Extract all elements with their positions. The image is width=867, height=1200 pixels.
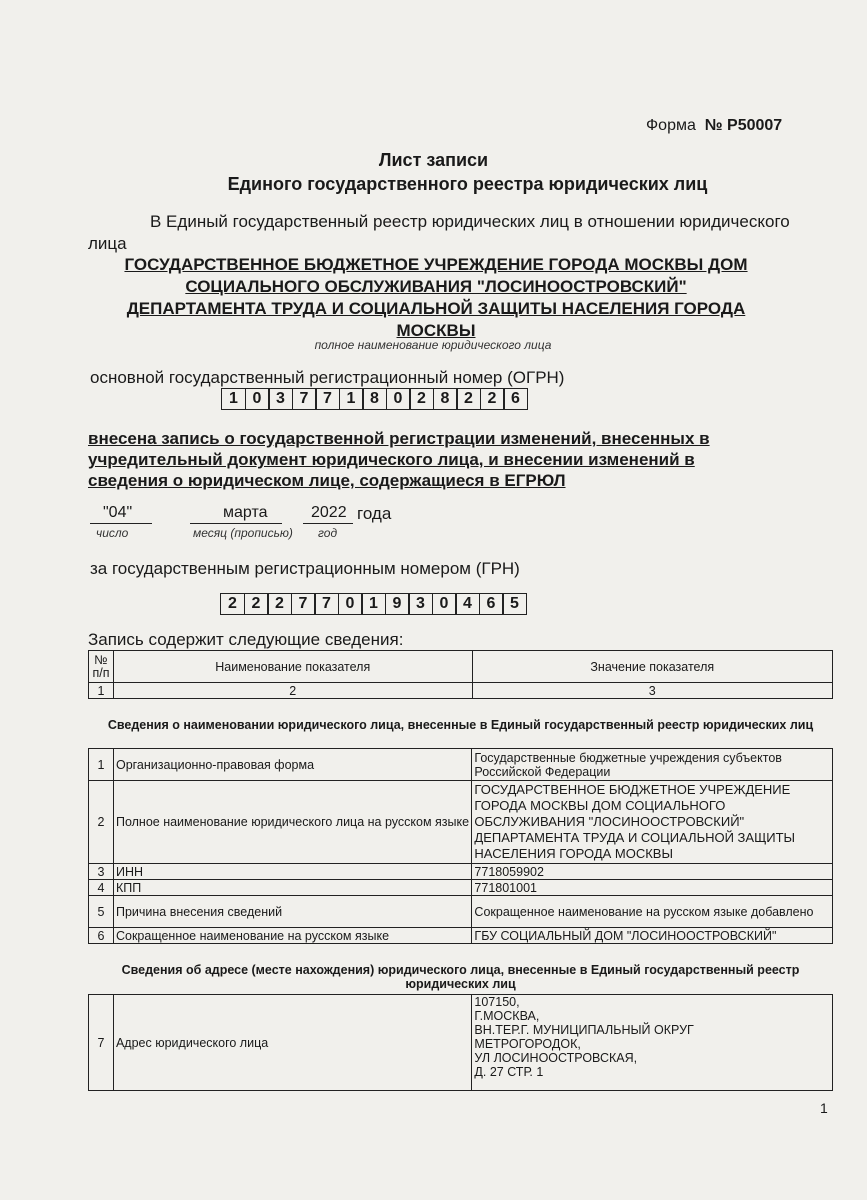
row-num: 5 <box>89 896 114 928</box>
address-table <box>88 994 833 1091</box>
row-num: 6 <box>89 928 114 944</box>
grn-digit: 2 <box>244 593 269 615</box>
grn-digit: 7 <box>291 593 316 615</box>
ogrn-digit: 0 <box>245 388 270 410</box>
org-name-line: МОСКВЫ <box>396 321 476 340</box>
record-line: сведения о юридическом лице, содержащиеся в ЕГРЮЛ <box>88 471 566 490</box>
date-day: "04" <box>103 504 133 521</box>
ogrn-digit: 3 <box>268 388 293 410</box>
intro-text-cont: лица <box>88 234 127 253</box>
row-indicator: Сокращенное наименование на русском языке <box>113 928 471 944</box>
grn-digit: 1 <box>361 593 386 615</box>
header-index: 3 <box>472 683 833 699</box>
row-num: 2 <box>89 781 114 864</box>
date-year-underline <box>303 523 353 524</box>
header-index: 1 <box>89 683 114 699</box>
row-value: Сокращенное наименование на русском языке добавлено <box>472 896 833 928</box>
ogrn-digit: 2 <box>409 388 434 410</box>
form-label: Форма <box>646 117 696 134</box>
date-day-caption: число <box>96 526 129 540</box>
form-number <box>646 117 782 135</box>
date-year: 2022 <box>311 504 347 521</box>
row-indicator: Адрес юридического лица <box>113 995 471 1091</box>
date-month-underline <box>190 523 282 524</box>
grn-digit: 3 <box>408 593 433 615</box>
ogrn-digit: 2 <box>480 388 505 410</box>
org-name-line: СОЦИАЛЬНОГО ОБСЛУЖИВАНИЯ "ЛОСИНООСТРОВСКИЙ" <box>185 277 687 296</box>
row-indicator: ИНН <box>113 864 471 880</box>
grn-boxes <box>220 593 526 615</box>
ogrn-digit: 1 <box>221 388 246 410</box>
grn-digit: 2 <box>220 593 245 615</box>
header-value: Значение показателя <box>472 651 833 683</box>
ogrn-digit: 6 <box>503 388 528 410</box>
date-year-word: года <box>357 504 392 523</box>
ogrn-digit: 7 <box>292 388 317 410</box>
org-name-line: ДЕПАРТАМЕНТА ТРУДА И СОЦИАЛЬНОЙ ЗАЩИТЫ НАСЕЛЕНИЯ ГОРОДА <box>126 299 746 318</box>
grn-digit: 7 <box>314 593 339 615</box>
address-line: УЛ ЛОСИНООСТРОВСКАЯ, <box>474 1051 638 1065</box>
section-title-address: Сведения об адресе (месте нахождения) юридического лица, внесенные в Единый государственный реестр юридических лиц <box>121 963 800 991</box>
grn-label: за государственным регистрационным номером (ГРН) <box>90 559 520 578</box>
row-num: 1 <box>89 749 114 781</box>
ogrn-digit: 7 <box>315 388 340 410</box>
row-value: 771801001 <box>472 880 833 896</box>
grn-digit: 5 <box>502 593 527 615</box>
record-line: учредительный документ юридического лица, и внесении изменений в <box>88 450 695 469</box>
record-statement <box>88 428 788 491</box>
address-line: Г.МОСКВА, <box>474 1009 540 1023</box>
date-day-underline <box>90 523 152 524</box>
ogrn-digit: 8 <box>362 388 387 410</box>
grn-digit: 2 <box>267 593 292 615</box>
record-line: внесена запись о государственной регистрации изменений, внесенных в <box>88 429 710 448</box>
address-line: Д. 27 СТР. 1 <box>474 1065 544 1079</box>
row-indicator: Полное наименование юридического лица на русском языке <box>113 781 471 864</box>
row-indicator: КПП <box>113 880 471 896</box>
address-line: ВН.ТЕР.Г. МУНИЦИПАЛЬНЫЙ ОКРУГ <box>474 1023 694 1037</box>
grn-digit: 6 <box>479 593 504 615</box>
ogrn-label: основной государственный регистрационный номер (ОГРН) <box>90 368 565 387</box>
page-number: 1 <box>820 1100 828 1116</box>
ogrn-digit: 1 <box>339 388 364 410</box>
contains-label: Запись содержит следующие сведения: <box>88 630 404 649</box>
row-indicator: Организационно-правовая форма <box>113 749 471 781</box>
grn-digit: 9 <box>385 593 410 615</box>
date-year-caption: год <box>318 526 338 540</box>
section-title-name: Сведения о наименовании юридического лица, внесенные в Единый государственный реестр юридических лиц <box>107 718 814 732</box>
row-value: 7718059902 <box>472 864 833 880</box>
row-num: 7 <box>89 995 114 1091</box>
address-line: МЕТРОГОРОДОК, <box>474 1037 581 1051</box>
ogrn-digit: 8 <box>433 388 458 410</box>
form-code: № Р50007 <box>704 117 783 134</box>
row-num: 3 <box>89 864 114 880</box>
row-num: 4 <box>89 880 114 896</box>
org-name-line: ГОСУДАРСТВЕННОЕ БЮДЖЕТНОЕ УЧРЕЖДЕНИЕ ГОРОДА МОСКВЫ ДОМ <box>124 255 748 274</box>
intro-text: В Единый государственный реестр юридических лиц в отношении юридического <box>150 212 790 231</box>
header-num: № п/п <box>89 651 114 683</box>
row-value: ГОСУДАРСТВЕННОЕ БЮДЖЕТНОЕ УЧРЕЖДЕНИЕ ГОРОДА МОСКВЫ ДОМ СОЦИАЛЬНОГО ОБСЛУЖИВАНИЯ "ЛОСИНООСТРОВСКИЙ" ДЕПАРТАМЕНТА ТРУДА И СОЦИАЛЬНОЙ ЗАЩИТЫ НАСЕЛЕНИЯ ГОРОДА МОСКВЫ <box>472 781 833 864</box>
org-full-name <box>86 254 786 342</box>
header-table <box>88 650 833 699</box>
grn-digit: 0 <box>432 593 457 615</box>
date-month: марта <box>223 504 268 521</box>
ogrn-boxes <box>221 388 527 410</box>
row-value: ГБУ СОЦИАЛЬНЫЙ ДОМ "ЛОСИНООСТРОВСКИЙ" <box>472 928 833 944</box>
document-subtitle: Единого государственного реестра юридических лиц <box>227 174 708 194</box>
address-line: 107150, <box>474 995 520 1009</box>
document-title: Лист записи <box>378 150 489 170</box>
ogrn-digit: 2 <box>456 388 481 410</box>
org-name-caption: полное наименование юридического лица <box>314 338 552 352</box>
name-table <box>88 748 833 944</box>
row-value: Государственные бюджетные учреждения субъектов Российской Федерации <box>472 749 833 781</box>
grn-digit: 4 <box>455 593 480 615</box>
date-month-caption: месяц (прописью) <box>193 526 293 540</box>
ogrn-digit: 0 <box>386 388 411 410</box>
row-indicator: Причина внесения сведений <box>113 896 471 928</box>
grn-digit: 0 <box>338 593 363 615</box>
header-index: 2 <box>113 683 472 699</box>
header-indicator: Наименование показателя <box>113 651 472 683</box>
row-value <box>472 995 833 1091</box>
